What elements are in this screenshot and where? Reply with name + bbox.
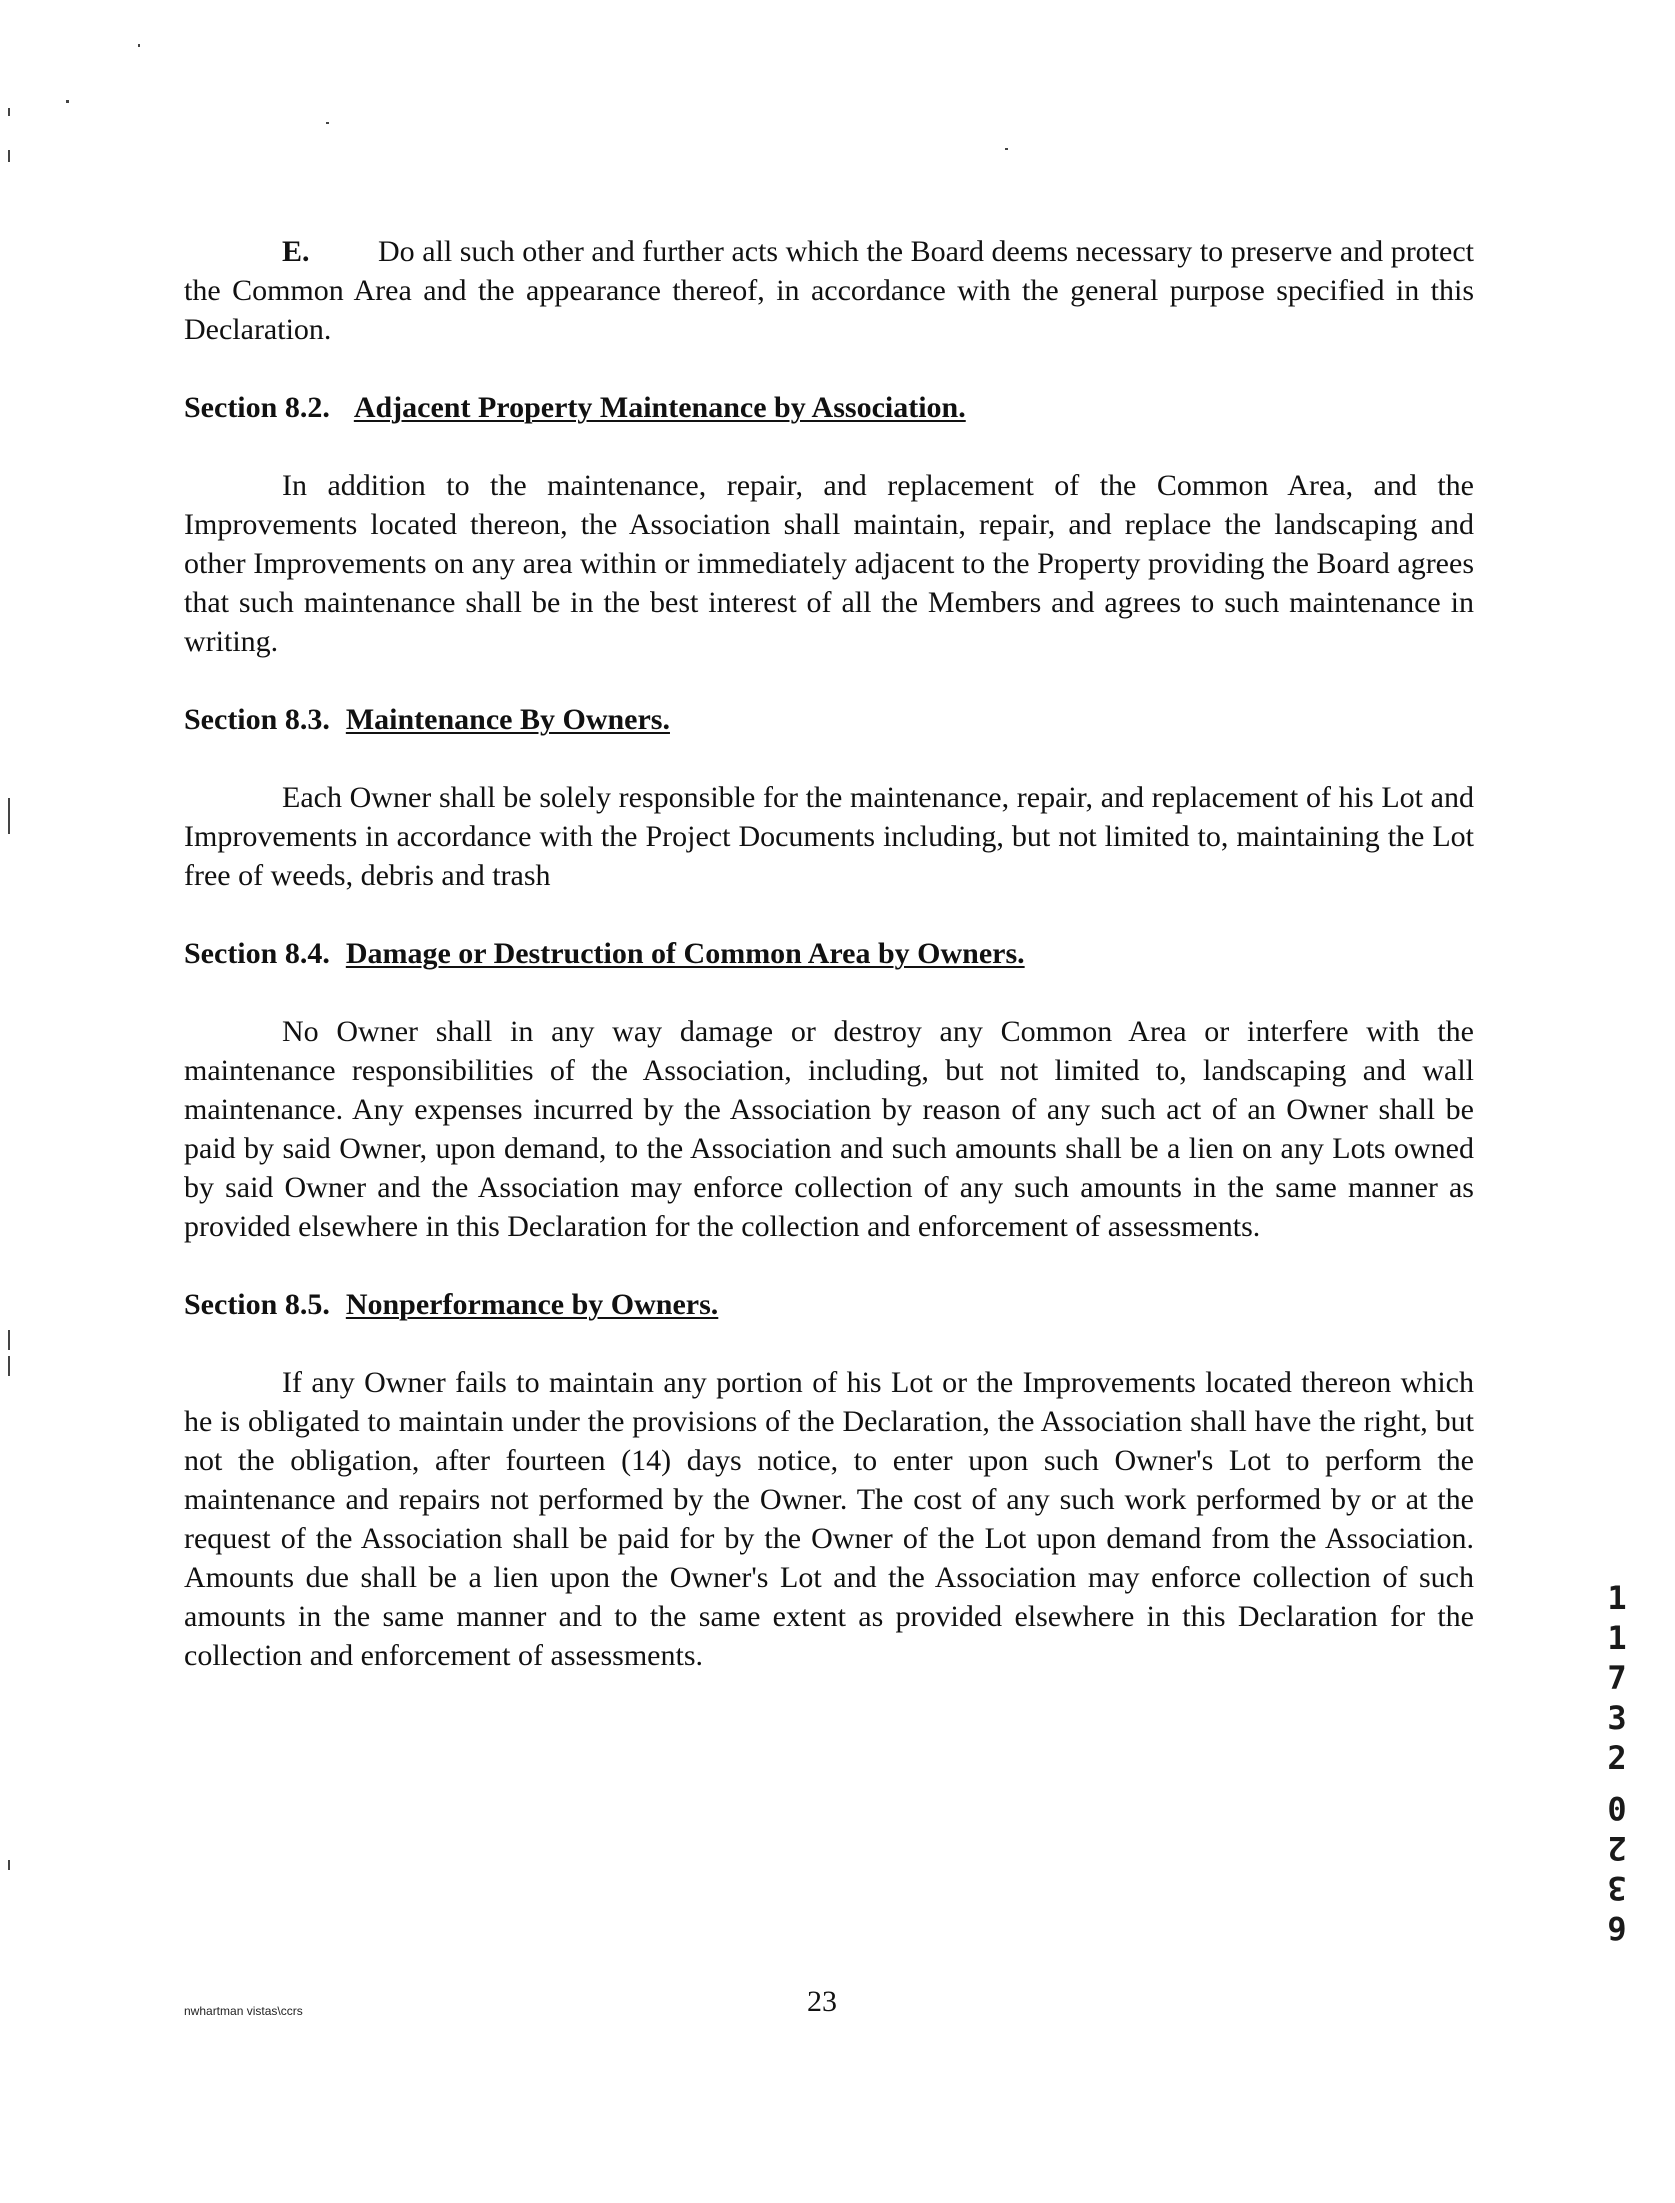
section-8-2-body: In addition to the maintenance, repair, and replacement of the Common Area, and the Improvements located thereon, the Association shall maintain, repair, and replace the landscaping and other Improvements on any area within or immediately adjacent to the Property providing the Board agrees that such maintenance shall be in the best interest of all the Members and agrees to such maintenance in writing.	[184, 469, 1474, 658]
paragraph-e	[184, 232, 1474, 349]
stamp-digit: 1	[1607, 1579, 1627, 1617]
recording-stamp-upper	[1597, 1578, 1637, 1778]
scan-speck	[138, 44, 140, 47]
stamp-digit: 3	[1607, 1869, 1627, 1907]
section-8-3-body: Each Owner shall be solely responsible for the maintenance, repair, and replacement of his Lot and Improvements in accordance with the Project Documents including, but not limited to, maintaining the Lot free of weeds, debris and trash	[184, 781, 1474, 892]
scan-speck	[66, 100, 69, 103]
section-8-4-title: Damage or Destruction of Common Area by Owners.	[345, 937, 1025, 970]
section-8-4-number: Section 8.4.	[184, 937, 330, 970]
paragraph-e-enumerator: E.	[282, 235, 310, 268]
scan-speck	[326, 122, 329, 124]
section-8-2-heading	[184, 388, 1474, 427]
footer-file-path: nwhartman vistas\ccrs	[184, 2004, 303, 2018]
stamp-digit: 2	[1607, 1829, 1627, 1867]
scan-speck	[1005, 148, 1008, 150]
paragraph-e-text: Do all such other and further acts which the Board deems necessary to preserve and protect the Common Area and the appearance thereof, in accordance with the general purpose specified in this Declaration.	[184, 235, 1474, 346]
stamp-digit: 3	[1607, 1699, 1627, 1737]
recording-stamp-lower	[1597, 1778, 1637, 1948]
scan-speck	[8, 1356, 10, 1376]
stamp-digit: 6	[1607, 1909, 1627, 1947]
section-8-4-heading	[184, 934, 1474, 973]
stamp-digit: 2	[1607, 1739, 1627, 1777]
section-8-5-title: Nonperformance by Owners.	[345, 1288, 719, 1321]
section-8-3-number: Section 8.3.	[184, 703, 330, 736]
section-8-5-number: Section 8.5.	[184, 1288, 330, 1321]
stamp-digit: 7	[1607, 1659, 1627, 1697]
scan-speck	[8, 798, 10, 834]
section-8-2-number: Section 8.2.	[184, 391, 330, 424]
section-8-2-title: Adjacent Property Maintenance by Association.	[353, 391, 966, 424]
section-8-3-title: Maintenance By Owners.	[345, 703, 670, 736]
page-number: 23	[807, 1985, 837, 2018]
section-8-5-heading	[184, 1285, 1474, 1324]
section-8-3-heading	[184, 700, 1474, 739]
scan-speck	[8, 150, 10, 162]
section-8-5-body: If any Owner fails to maintain any portion of his Lot or the Improvements located thereon which he is obligated to maintain under the provisions of the Declaration, the Association shall have the right, but not the obligation, after fourteen (14) days notice, to enter upon such Owner's Lot to perform the maintenance and repairs not performed by the Owner. The cost of any such work performed by or at the request of the Association shall be paid for by the Owner of the Lot upon demand from the Association. Amounts due shall be a lien upon the Owner's Lot and the Association may enforce collection of such amounts in the same manner and to the same extent as provided elsewhere in this Declaration for the collection and enforcement of assessments.	[184, 1366, 1474, 1672]
scan-speck	[8, 1330, 10, 1350]
section-8-4-body: No Owner shall in any way damage or destroy any Common Area or interfere with the maintenance responsibilities of the Association, including, but not limited to, landscaping and wall maintenance. Any expenses incurred by the Association by reason of any such act of an Owner shall be paid by said Owner, upon demand, to the Association and such amounts shall be a lien on any Lots owned by said Owner and the Association may enforce collection of any such amounts in the same manner as provided elsewhere in this Declaration for the collection and enforcement of assessments.	[184, 1015, 1474, 1243]
scan-speck	[8, 1860, 10, 1870]
document-body	[184, 232, 1474, 1675]
stamp-digit: 1	[1607, 1619, 1627, 1657]
stamp-digit: 0	[1607, 1789, 1627, 1827]
scan-speck	[8, 108, 10, 116]
